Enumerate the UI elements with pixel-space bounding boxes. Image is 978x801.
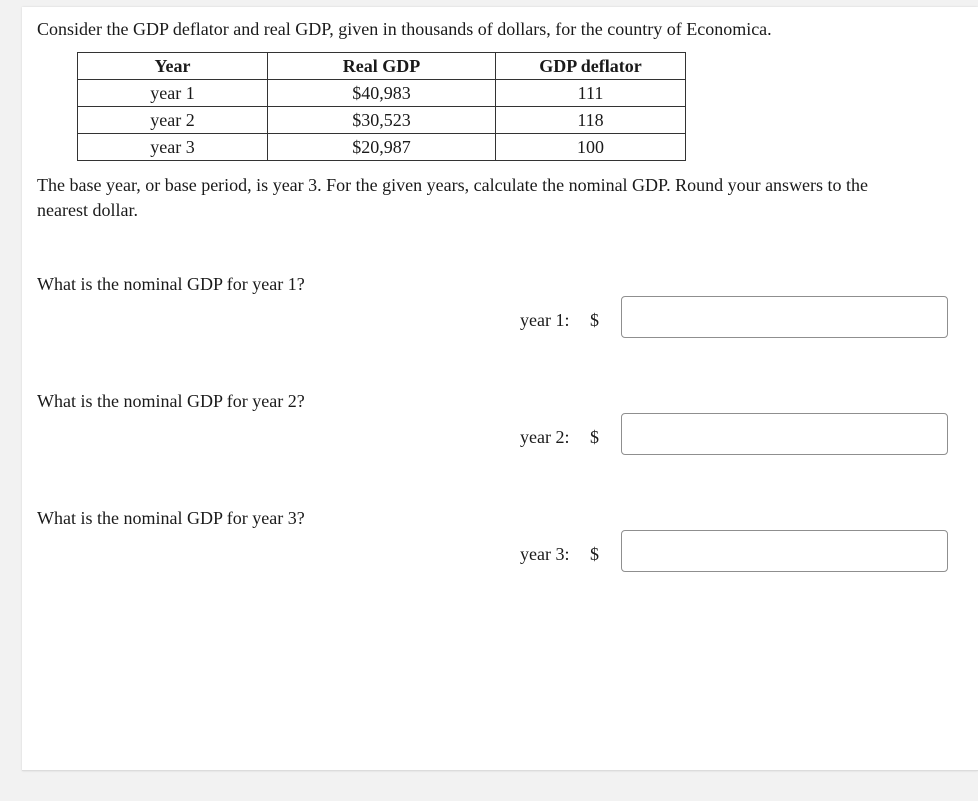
table-row	[78, 107, 686, 134]
table-cell-gdp-deflator: 111	[496, 80, 686, 107]
table-row	[78, 80, 686, 107]
answer-input-year-1[interactable]	[621, 296, 948, 338]
table-cell-gdp-deflator: 118	[496, 107, 686, 134]
table-cell-year: year 1	[78, 80, 268, 107]
question-card	[22, 7, 978, 771]
column-header-gdp-deflator: GDP deflator	[496, 53, 686, 80]
currency-symbol: $	[590, 427, 599, 447]
currency-symbol: $	[590, 544, 599, 564]
question-year-1: What is the nominal GDP for year 1?	[37, 274, 305, 294]
table-cell-real-gdp: $20,987	[268, 134, 496, 161]
answer-label-year-2: year 2:	[520, 427, 570, 447]
table-cell-gdp-deflator: 100	[496, 134, 686, 161]
table-cell-real-gdp: $30,523	[268, 107, 496, 134]
question-year-2: What is the nominal GDP for year 2?	[37, 391, 305, 411]
answer-input-year-2[interactable]	[621, 413, 948, 455]
answer-label-year-1: year 1:	[520, 310, 570, 330]
instructions-text: The base year, or base period, is year 3. For the given years, calculate the nominal GDP. Round your answers to the nearest dollar.	[37, 175, 869, 220]
table-cell-year: year 3	[78, 134, 268, 161]
table-cell-real-gdp: $40,983	[268, 80, 496, 107]
column-header-year: Year	[78, 53, 268, 80]
gdp-table	[77, 52, 686, 161]
table-row	[78, 134, 686, 161]
answer-input-year-3[interactable]	[621, 530, 948, 572]
intro-text: Consider the GDP deflator and real GDP, given in thousands of dollars, for the country of Economica.	[37, 19, 772, 39]
column-header-real-gdp: Real GDP	[268, 53, 496, 80]
answer-label-year-3: year 3:	[520, 544, 570, 564]
question-year-3: What is the nominal GDP for year 3?	[37, 508, 305, 528]
table-cell-year: year 2	[78, 107, 268, 134]
table-header-row	[78, 53, 686, 80]
currency-symbol: $	[590, 310, 599, 330]
